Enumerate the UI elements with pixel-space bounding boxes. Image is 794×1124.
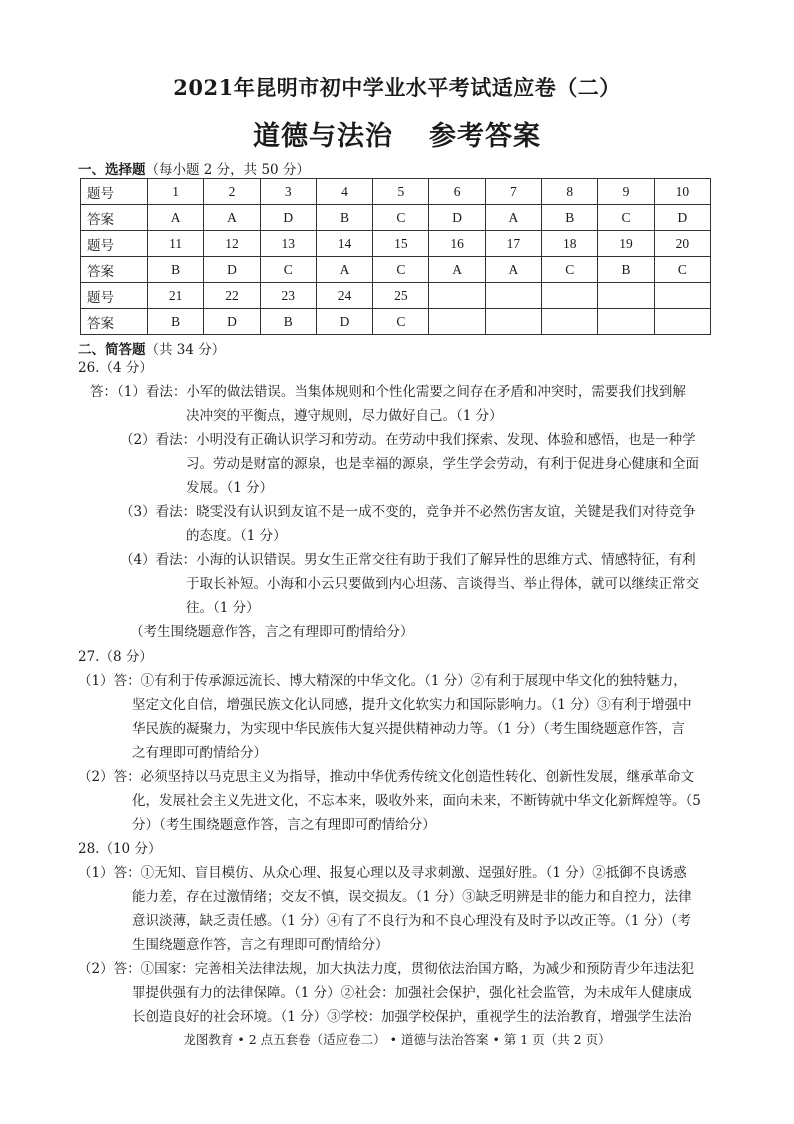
answer-table-cell: 3 [260,179,316,205]
answer-table-cell: 21 [148,283,204,309]
answer-line: （3）看法：晓雯没有认识到友谊不是一成不变的，竞争并不必然伤害友谊，关键是我们对待竞争 [120,504,696,520]
section-choice-label: 一、选择题 [78,162,146,178]
answer-table-cell: 16 [429,231,485,257]
answer-table-cell: 5 [373,179,429,205]
answer-line: 的态度。（1 分） [186,528,287,544]
answer-table-cell: C [598,205,654,231]
answer-table-cell: B [598,257,654,283]
answer-table-cell: C [373,205,429,231]
answer-table-cell [485,309,541,335]
answer-table-cell: 18 [542,231,598,257]
answer-table-cell: 19 [598,231,654,257]
answer-table-cell: B [260,309,316,335]
answer-table-cell: 9 [598,179,654,205]
answer-table-cell: 4 [316,179,372,205]
answer-line: 决冲突的平衡点，遵守规则，尽力做好自己。（1 分） [186,408,503,424]
answer-line: 意识淡薄，缺乏责任感。（1 分）④有了不良行为和不良心理没有及时予以改正等。（1 分）（考 [132,913,692,929]
answer-line: 能力差，存在过激情绪；交友不慎，误交损友。（1 分）③缺乏明辨是非的能力和自控力，法律 [132,889,692,905]
subject-name: 道德与法治 [253,121,393,152]
answer-table-cell: C [373,257,429,283]
section-short-answer-label: 二、简答题 [78,342,146,358]
answer-table-cell: A [485,257,541,283]
answer-table-cell: D [654,205,710,231]
answer-line: 之有理即可酌情给分） [132,745,267,761]
answer-line: （2）答：必须坚持以马克思主义为指导，推动中华优秀传统文化创造性转化、创新性发展，继承革命文 [78,769,695,785]
answer-line: 发展。（1 分） [186,480,274,496]
answer-table-cell: C [260,257,316,283]
answer-table-cell: D [260,205,316,231]
answer-table-cell [598,283,654,309]
answer-line: 长创造良好的社会环境。（1 分）③学校：加强学校保护，重视学生的法治教育，增强学生法治 [132,1009,692,1025]
answer-table-cell: 15 [373,231,429,257]
answer-table-row-label: 题号 [81,283,148,309]
answer-line: 于取长补短。小海和小云只要做到内心坦荡、言谈得当、举止得体，就可以继续正常交 [186,576,699,592]
answer-table-cell: 14 [316,231,372,257]
section-short-answer-note: （共 34 分） [145,342,226,358]
answer-table-cell: D [429,205,485,231]
answer-table-cell: 23 [260,283,316,309]
answer-table-cell: 12 [204,231,260,257]
answer-table-cell: A [204,205,260,231]
answer-table-cell [654,283,710,309]
answer-line: 习。劳动是财富的源泉，也是幸福的源泉，学生学会劳动，有利于促进身心健康和全面 [186,456,699,472]
question-27-header: 27.（8 分） [78,649,153,665]
answer-table-cell: 6 [429,179,485,205]
subject-title [0,114,794,153]
section-short-answer-heading [78,338,225,358]
answer-line: 坚定文化自信，增强民族文化认同感，提升文化软实力和国际影响力。（1 分）③有利于增强中 [132,697,692,713]
answer-line: 答：（1）看法：小军的做法错误。当集体规则和个性化需要之间存在矛盾和冲突时，需要我们找到解 [90,384,686,400]
answer-table-cell: C [542,257,598,283]
answer-table-row-label: 答案 [81,205,148,231]
answer-table-cell: A [316,257,372,283]
grading-note: （考生围绕题意作答，言之有理即可酌情给分） [130,624,414,640]
answer-table-row-label: 题号 [81,231,148,257]
answer-table-cell: A [485,205,541,231]
answer-table-cell [542,309,598,335]
answer-table-cell: D [316,309,372,335]
answer-table-row-label: 答案 [81,309,148,335]
answer-table-row [81,257,711,283]
section-choice-note: （每小题 2 分，共 50 分） [145,162,310,178]
answer-table-cell [598,309,654,335]
answer-line: （2）答：①国家：完善相关法律法规，加大执法力度，贯彻依法治国方略，为减少和预防青少年违法犯 [78,961,695,977]
answer-table-row [81,205,711,231]
answer-table-row [81,231,711,257]
answer-table-row-label: 题号 [81,179,148,205]
answer-table-cell: B [148,257,204,283]
answer-table-cell: 22 [204,283,260,309]
answer-table-cell: B [148,309,204,335]
answer-table-cell [542,283,598,309]
answer-table-cell: D [204,309,260,335]
answer-table-cell: 20 [654,231,710,257]
answer-table-cell: B [542,205,598,231]
answer-table-cell: 10 [654,179,710,205]
answer-table-cell: 17 [485,231,541,257]
answer-line: 华民族的凝聚力，为实现中华民族伟大复兴提供精神动力等。（1 分）（考生围绕题意作答，言 [132,721,685,737]
exam-title: 2021年昆明市初中学业水平考试适应卷（二） [173,75,621,100]
question-26-header: 26.（4 分） [78,360,153,376]
section-choice-heading [78,158,310,178]
answer-table-cell: C [654,257,710,283]
answer-table-cell [654,309,710,335]
answer-line: （4）看法：小海的认识错误。男女生正常交往有助于我们了解异性的思维方式、情感特征，有利 [120,552,696,568]
answer-line: （2）看法：小明没有正确认识学习和劳动。在劳动中我们探索、发现、体验和感悟，也是一种学 [120,432,696,448]
answer-table [80,178,711,335]
answer-table-cell: B [316,205,372,231]
answer-line: 罪提供强有力的法律保障。（1 分）②社会：加强社会保护，强化社会监管，为未成年人健康成 [132,985,692,1001]
answer-table-cell: A [148,205,204,231]
answer-key-label: 参考答案 [429,121,541,152]
answer-table-row [81,309,711,335]
answer-table-cell: 24 [316,283,372,309]
answer-table-cell: 11 [148,231,204,257]
answer-table-cell: 2 [204,179,260,205]
answer-table-cell: 25 [373,283,429,309]
answer-table-cell [485,283,541,309]
answer-table-cell [429,309,485,335]
answer-table-cell: 7 [485,179,541,205]
answer-table-cell: C [373,309,429,335]
answer-table-cell: A [429,257,485,283]
answer-table-row-label: 答案 [81,257,148,283]
answer-line: 生围绕题意作答，言之有理即可酌情给分） [132,937,389,953]
question-28-header: 28.（10 分） [78,841,162,857]
answer-table-cell [429,283,485,309]
answer-table-cell: 13 [260,231,316,257]
answer-line: 往。（1 分） [186,600,260,616]
answer-table-row [81,283,711,309]
answer-table-cell: 1 [148,179,204,205]
answer-table-cell: D [204,257,260,283]
answer-table-row [81,179,711,205]
page-footer: 龙图教育 • 2 点五套卷（适应卷二） • 道德与法治答案 • 第 1 页（共 2 页） [183,1032,611,1047]
answer-table-cell: 8 [542,179,598,205]
answer-line: 化，发展社会主义先进文化，不忘本来，吸收外来，面向未来，不断铸就中华文化新辉煌等。（5 [132,793,701,809]
answer-line: （1）答：①无知、盲目模仿、从众心理、报复心理以及寻求刺激、逞强好胜。（1 分）②抵御不良诱惑 [78,865,687,881]
answer-line: （1）答：①有利于传承源远流长、博大精深的中华文化。（1 分）②有利于展现中华文化的独特魅力， [78,673,687,689]
answer-line: 分）（考生围绕题意作答，言之有理即可酌情给分） [132,817,436,833]
